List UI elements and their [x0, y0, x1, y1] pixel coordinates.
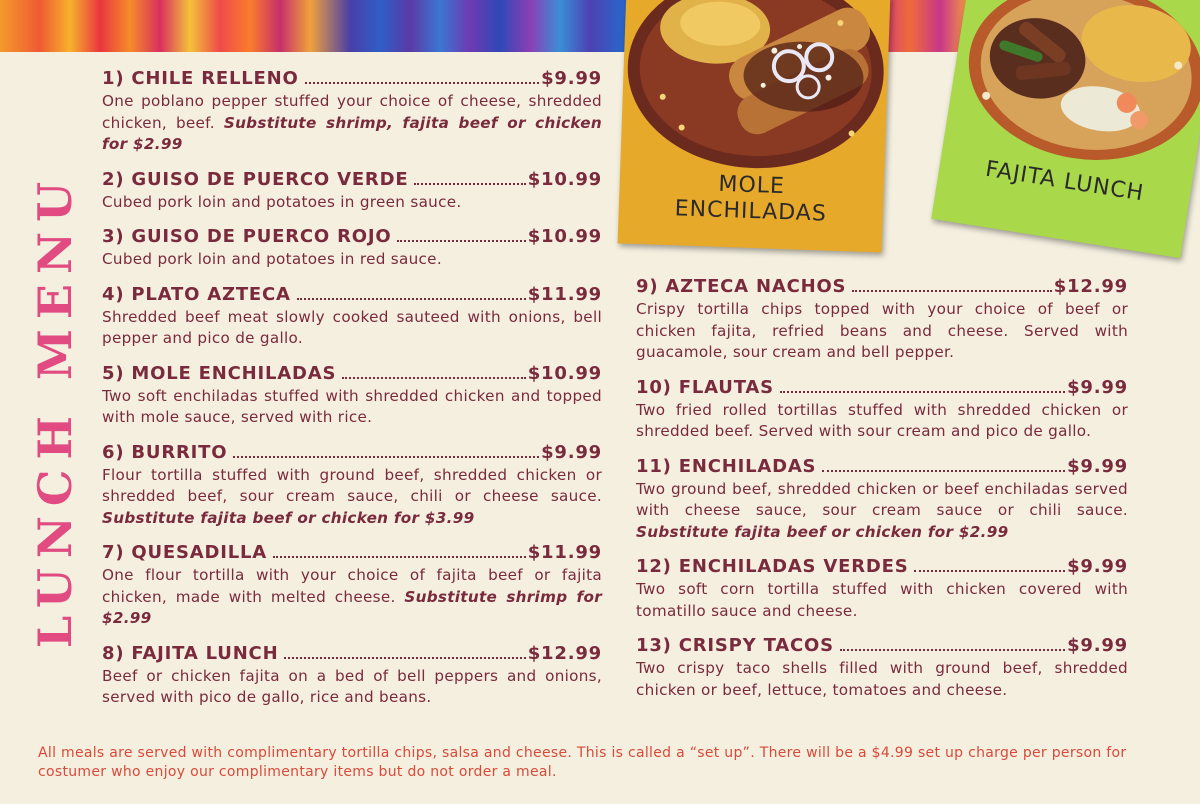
mole-caption-line1: MOLE [718, 171, 786, 200]
item-name: 9) AZTECA NACHOS [636, 276, 847, 297]
dot-leader [852, 290, 1051, 292]
menu-item [636, 455, 1128, 544]
menu-item [636, 376, 1128, 443]
item-substitute: Substitute shrimp, fajita beef or chicken for $2.99 [102, 113, 602, 153]
item-description: Flour tortilla stuffed with ground beef, shredded chicken or shredded beef, sour cream sauce, chili or cheese sauce. [102, 465, 602, 505]
item-description: Two crispy taco shells filled with ground beef, shredded chicken or beef, lettuce, tomatoes and cheese. [636, 659, 1128, 699]
item-name: 11) ENCHILADAS [636, 455, 817, 477]
item-price: $10.99 [527, 226, 602, 247]
menu-item [102, 541, 602, 630]
item-name: 12) ENCHILADAS VERDES [636, 556, 909, 577]
item-price: $10.99 [527, 362, 602, 384]
item-description: One flour tortilla with your choice of fajita beef or fajita chicken, made with melted cheese. [102, 566, 602, 606]
item-name: 5) MOLE ENCHILADAS [102, 362, 337, 384]
item-price: $12.99 [527, 642, 602, 664]
dot-leader [414, 183, 525, 185]
item-price: $9.99 [541, 441, 602, 463]
menu-item [102, 283, 602, 350]
item-substitute: Substitute fajita beef or chicken for $2.99 [636, 522, 1009, 541]
dot-leader [297, 298, 526, 300]
dot-leader [914, 570, 1065, 572]
setup-charge-note: All meals are served with complimentary tortilla chips, salsa and cheese. This is called a “set up”. There will be a $4.99 set up charge per person for costumer who enjoy our complimentary items but do not order a meal. [38, 745, 1127, 780]
item-description: Cubed pork loin and potatoes in red sauce. [102, 250, 442, 268]
menu-column-right [636, 275, 1128, 713]
menu-item [102, 168, 602, 214]
menu-item [102, 642, 602, 709]
item-substitute: Substitute shrimp for $2.99 [102, 587, 602, 627]
item-description: One poblano pepper stuffed your choice of cheese, shredded chicken, beef. [102, 92, 602, 132]
item-price: $9.99 [1067, 556, 1128, 577]
item-substitute: Substitute fajita beef or chicken for $3.99 [102, 508, 475, 527]
item-description: Crispy tortilla chips topped with your choice of beef or chicken fajita, refried beans and cheese. Served with guacamole, sour cream and bell pepper. [636, 300, 1128, 361]
mole-caption [618, 168, 884, 229]
dot-leader [342, 377, 526, 379]
item-price: $9.99 [1067, 455, 1128, 477]
menu-item [102, 362, 602, 429]
lunch-menu-title: LUNCH MENU [28, 171, 83, 649]
item-price: $9.99 [1067, 376, 1128, 398]
item-name: 2) GUISO DE PUERCO VERDE [102, 168, 409, 190]
lunch-menu-title-wrapper [28, 150, 83, 670]
item-price: $11.99 [527, 283, 602, 305]
item-name: 1) CHILE RELLENO [102, 68, 299, 89]
item-description: Beef or chicken fajita on a bed of bell peppers and onions, served with pico de gallo, rice and beans. [102, 666, 602, 706]
item-price: $12.99 [1053, 276, 1128, 297]
menu-item [636, 555, 1128, 622]
mole-enchiladas-photo [618, 0, 891, 253]
item-description: Cubed pork loin and potatoes in green sauce. [102, 192, 462, 211]
item-name: 7) QUESADILLA [102, 542, 268, 563]
item-name: 13) CRISPY TACOS [636, 635, 834, 656]
item-description: Two ground beef, shredded chicken or beef enchiladas served with cheese sauce, sour cream sauce or chili sauce. [636, 479, 1128, 519]
fajita-plate-illustration [931, 0, 1200, 258]
item-name: 3) GUISO DE PUERCO ROJO [102, 226, 392, 247]
dot-leader [397, 240, 525, 242]
item-description: Two fried rolled tortillas stuffed with shredded chicken or shredded beef. Served with sour cream and pico de gallo. [636, 400, 1128, 440]
menu-item [102, 67, 602, 156]
item-name: 10) FLAUTAS [636, 376, 774, 398]
menu-item [636, 634, 1128, 701]
item-name: 8) FAJITA LUNCH [102, 642, 279, 664]
item-name: 6) BURRITO [102, 441, 228, 463]
mole-caption-line2: ENCHILADAS [674, 196, 828, 227]
dot-leader [233, 456, 539, 458]
item-description: Shredded beef meat slowly cooked sauteed with onions, bell pepper and pico de gallo. [102, 307, 602, 347]
item-description: Two soft enchiladas stuffed with shredded chicken and topped with mole sauce, served with rice. [102, 386, 602, 426]
item-price: $10.99 [527, 168, 602, 190]
item-price: $9.99 [1067, 635, 1128, 656]
item-price: $9.99 [541, 68, 602, 89]
menu-column-left [102, 67, 602, 721]
menu-item [102, 441, 602, 530]
menu-item [636, 275, 1128, 364]
item-description: Two soft corn tortilla stuffed with chicken covered with tomatillo sauce and cheese. [636, 580, 1128, 620]
dot-leader [284, 657, 525, 659]
menu-item [102, 225, 602, 271]
dot-leader [840, 649, 1065, 651]
item-name: 4) PLATO AZTECA [102, 283, 291, 305]
dot-leader [780, 391, 1065, 393]
item-price: $11.99 [527, 542, 602, 563]
fajita-caption: FAJITA LUNCH [983, 156, 1146, 207]
dot-leader [822, 470, 1065, 472]
dot-leader [273, 556, 526, 558]
dot-leader [305, 82, 539, 84]
fajita-lunch-photo [931, 0, 1200, 258]
